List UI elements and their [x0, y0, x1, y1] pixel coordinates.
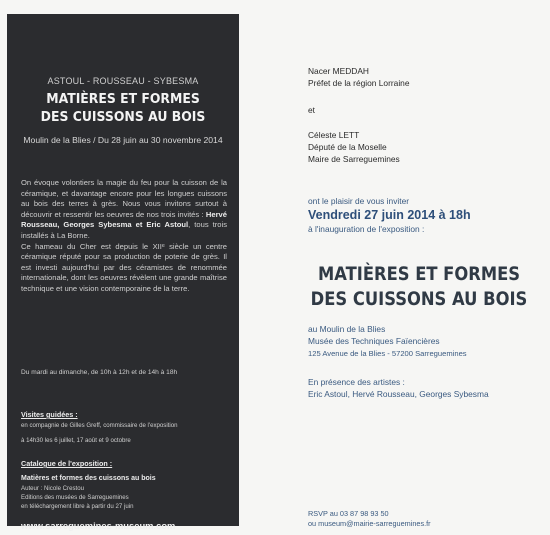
venue-name: au Moulin de la Blies — [308, 324, 386, 334]
host1-role: Préfet de la région Lorraine — [308, 78, 410, 88]
catalogue-title: Catalogue de l'exposition : — [21, 459, 113, 468]
exhibition-title-line2: DES CUISSONS AU BOIS — [310, 288, 528, 310]
artists-header: ASTOUL - ROUSSEAU - SYBESMA — [47, 76, 199, 86]
guided-visits-dates: à 14h30 les 6 juillet, 17 août et 9 octobre — [21, 437, 131, 444]
panel-title — [16, 90, 229, 126]
venue-address: 125 Avenue de la Blies - 57200 Sarreguemines — [308, 349, 467, 358]
guided-visits-guide: en compagnie de Gilles Greff, commissaire de l'exposition — [21, 422, 178, 429]
host1-name: Nacer MEDDAH — [308, 66, 369, 76]
venue-dates: Moulin de la Blies / Du 28 juin au 30 novembre 2014 — [23, 135, 223, 145]
catalogue-download: en téléchargement libre à partir du 27 juin — [21, 503, 134, 510]
catalogue-book-title: Matières et formes des cuissons au bois — [21, 475, 156, 482]
host2-name: Céleste LETT — [308, 130, 360, 140]
intro-text — [21, 178, 227, 295]
rsvp-email-link[interactable]: ou museum@mairie-sarreguemines.fr — [308, 519, 431, 528]
intro-part1: On évoque volontiers la magie du feu pour la cuisson de la céramique, et davantage encore pour les longues cuissons au bois des terres à grès. Nous vous invitons surtout à découvrir et ressentir les oeuvres de nos trois invités : — [21, 178, 227, 219]
host2-role-mayor: Maire de Sarreguemines — [308, 154, 400, 164]
intro-part2: , tous trois installés à La Borne. — [21, 220, 227, 240]
host2-role-deputy: Député de la Moselle — [308, 142, 387, 152]
invitation-phrase: ont le plaisir de vous inviter — [308, 196, 410, 206]
intro-artist-names: Hervé Rousseau, Georges Sybesma et Eric Astoul — [21, 209, 227, 230]
museum-website-link[interactable]: www.sarreguemines-museum.com — [21, 520, 176, 531]
and-connector: et — [308, 105, 315, 115]
museum-name: Musée des Techniques Faïencières — [308, 336, 440, 346]
exhibition-title — [308, 262, 530, 312]
opening-hours: Du mardi au dimanche, de 10h à 12h et de 14h à 18h — [21, 369, 178, 376]
inauguration-phrase: à l'inauguration de l'exposition : — [308, 224, 425, 234]
artists-list: Eric Astoul, Hervé Rousseau, Georges Sybesma — [308, 389, 489, 399]
exhibition-info-panel — [7, 14, 239, 531]
event-date: Vendredi 27 juin 2014 à 18h — [308, 208, 471, 222]
panel-title-line2: DES CUISSONS AU BOIS — [40, 109, 206, 125]
intro-paragraph2: Ce hameau du Cher est depuis le XIIᵉ siècle un centre céramique réputé pour sa production de poterie de grès. Il est investi aujourd'hui par des céramistes de renommée internationale, dont les oeuvres révèlent une grande maîtrise technique et une vision contemporaine de la terre. — [21, 241, 227, 293]
exhibition-title-line1: MATIÈRES ET FORMES — [317, 263, 521, 285]
catalogue-editions: Editions des musées de Sarreguemines — [21, 494, 129, 501]
presence-phrase: En présence des artistes : — [308, 377, 405, 387]
panel-title-line1: MATIÈRES ET FORMES — [46, 91, 200, 107]
catalogue-author: Auteur : Nicole Crestou — [21, 485, 84, 492]
guided-visits-title: Visites guidées : — [21, 410, 78, 419]
rsvp-block — [308, 509, 431, 529]
rsvp-phone: RSVP au 03 87 98 93 50 — [308, 509, 389, 518]
